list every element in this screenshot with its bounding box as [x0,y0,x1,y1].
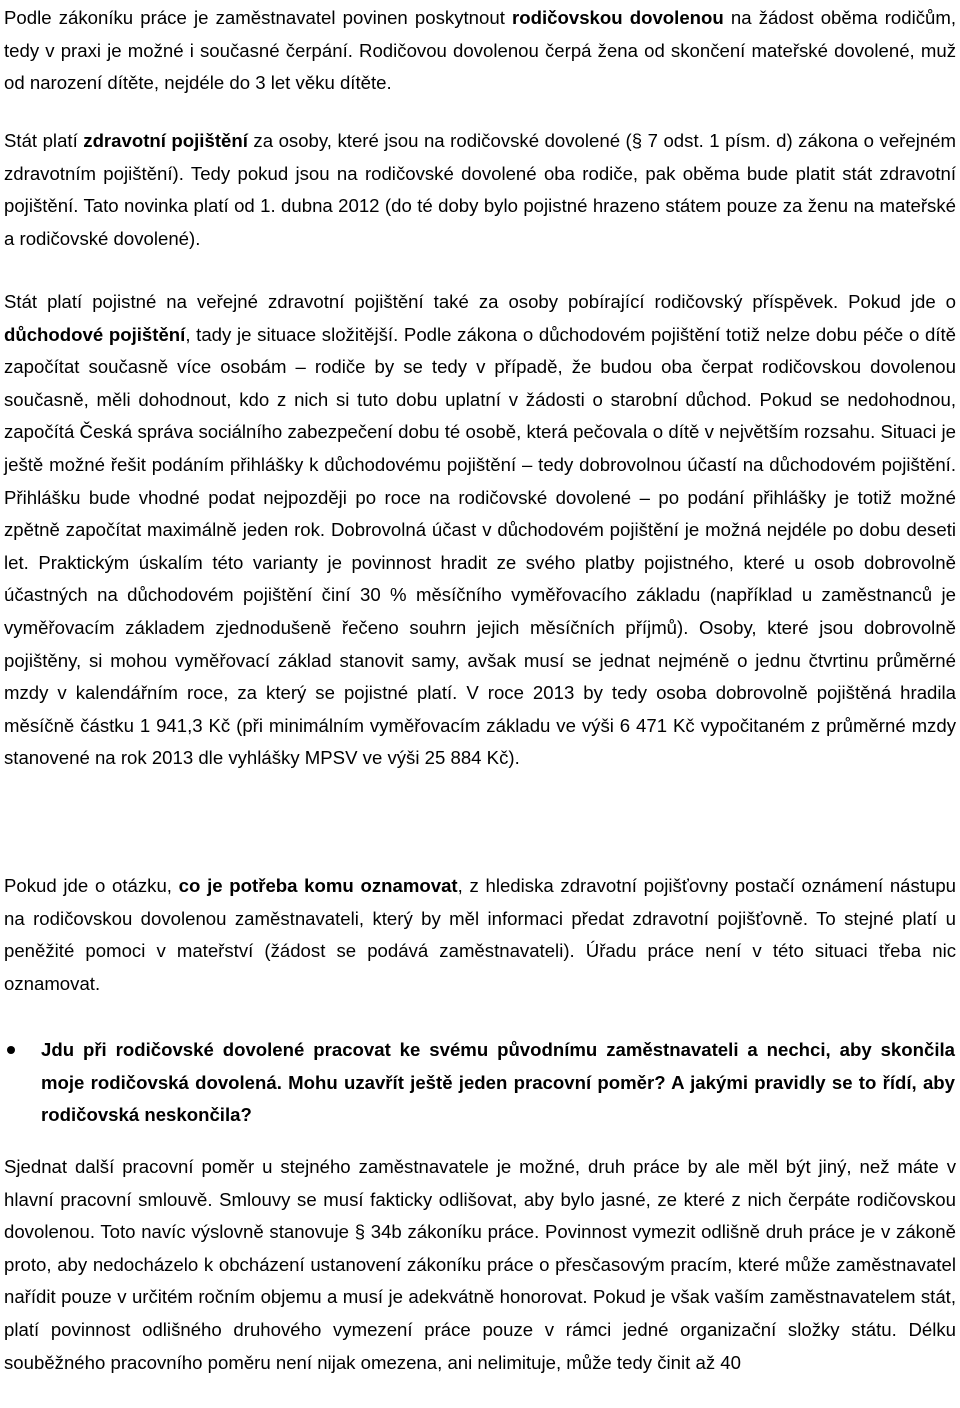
bullet-dot-icon [7,1046,15,1054]
paragraph-text: na žádost oběma rodičům, tedy v praxi je možné i současné čerpání. Rodičovou dovolenou čerpá žena od skončení mateřské dovolené, muž od narození dítěte, nejdéle do 3 let věku dítěte. [4,7,957,94]
paragraph-text: Stát platí [4,130,84,151]
bold-term-notifications: co je potřeba komu oznamovat [178,875,458,896]
bold-term-pension-insurance: důchodové pojištění [4,323,186,345]
bold-term-health-insurance: zdravotní pojištění [83,130,248,151]
paragraph-text: , z hlediska zdravotní pojišťovny postačí oznámení nástupu na rodičovskou dovolenou zaměstnavateli, který by měl informaci předat zdravotní pojišťovně. To stejné platí u peněžité pomoci v mateřství (žádost se podává zaměstnavateli). Úřadu práce není v této situaci třeba nic oznamovat. [4,875,956,994]
paragraph-pension-insurance [4,286,956,775]
paragraph-text: Pokud jde o otázku, [4,875,179,896]
paragraph-second-employment: Sjednat další pracovní poměr u stejného zaměstnavatele je možné, druh práce by ale měl být jiný, než máte v hlavní pracovní smlouvě. Smlouvy se musí fakticky odlišovat, aby bylo jasné, ze které z nich čerpáte rodičovskou dovolenou. Toto navíc výslovně stanovuje § 34b zákoníku práce. Povinnost vymezit odlišně druh práce je v zákoně proto, aby nedocházelo k obcházení ustanovení zákoníku práce o přesčasovým pracím, které může zaměstnavatel nařídit pouze v určitém ročním objemu a musí je adekvátně honorovat. Pokud je však vaším zaměstnavatelem stát, platí povinnost odlišného druhového vymezení práce pouze v rámci jedné organizační složky státu. Délku souběžného pracovního poměru není nijak omezena, ani nelimituje, může tedy činit až 40 [4,1156,956,1373]
paragraph-notifications [4,870,956,1000]
paragraph-text: za osoby, které jsou na rodičovské dovolené (§ 7 odst. 1 písm. d) zákona o veřejném zdravotním pojištění). Tedy pokud jsou na rodičovské dovolené oba rodiče, pak oběma bude platit stát zdravotní pojištění. Tato novinka platí od 1. dubna 2012 (do té doby bylo pojistné hrazeno státem pouze za ženu na mateřské a rodičovské dovolené). [4,130,956,249]
paragraph-health-insurance [4,125,956,255]
bold-term-parental-leave: rodičovskou dovolenou [512,7,724,28]
bullet-question-text: Jdu při rodičovské dovolené pracovat ke svému původnímu zaměstnavateli a nechci, aby skončila moje rodičovská dovolená. Mohu uzavřít ještě jeden pracovní poměr? A jakými pravidly se to řídí, aby rodičovská neskončila? [41,1039,955,1126]
paragraph-text: Podle zákoníku práce je zaměstnavatel povinen poskytnout [4,7,513,28]
paragraph-parental-leave [4,2,956,100]
paragraph-text: , tady je situace složitější. Podle zákona o důchodovém pojištění totiž nelze dobu péče o dítě započítat současně více osobám – rodiče by se tedy v případě, že budou oba čerpat rodičovskou dovolenou současně, měli dohodnout, kdo z nich si tuto dobu uplatní v žádosti o starobní důchod. Pokud se nedohodnou, započítá Česká správa sociálního zabezpečení dobu té osobě, která pečovala o dítě v největším rozsahu. Situaci je ještě možné řešit podáním přihlášky k důchodovému pojištění – tedy dobrovolnou účastí na důchodovém pojištění. Přihlášku bude vhodné podat nejpozději po roce na rodičovské dovolené – po podání přihlášky je totiž možné zpětně započítat maximálně jeden rok. Dobrovolná účast v důchodovém pojištění je možná nejdéle po dobu deseti let. Praktickým úskalím této varianty je povinnost hradit ze svého platby pojistného, které u osob dobrovolně účastných na důchodovém pojištění činí 30 % měsíčního vyměřovacího základu (například u zaměstnanců je vyměřovacím základem zjednodušeně řečeno souhrn jejich měsíčních příjmů). Osoby, které jsou dobrovolně pojištěny, si mohou vyměřovací základ stanovit samy, avšak musí se jednat nejméně o jednu čtvrtinu průměrné mzdy v kalendářním roce, za který se pojistné platí. V roce 2013 by tedy osoba dobrovolně pojištěná hradila měsíčně částku 1 941,3 Kč (při minimálním vyměřovacím základu ve výši 6 471 Kč vypočitaném z průměrné mzdy stanovené na rok 2013 dle vyhlášky MPSV ve výši 25 884 Kč). [4,323,956,769]
paragraph-text: Stát platí pojistné na veřejné zdravotní pojištění také za osoby pobírající rodičovský příspěvek. Pokud jde o [4,291,956,312]
